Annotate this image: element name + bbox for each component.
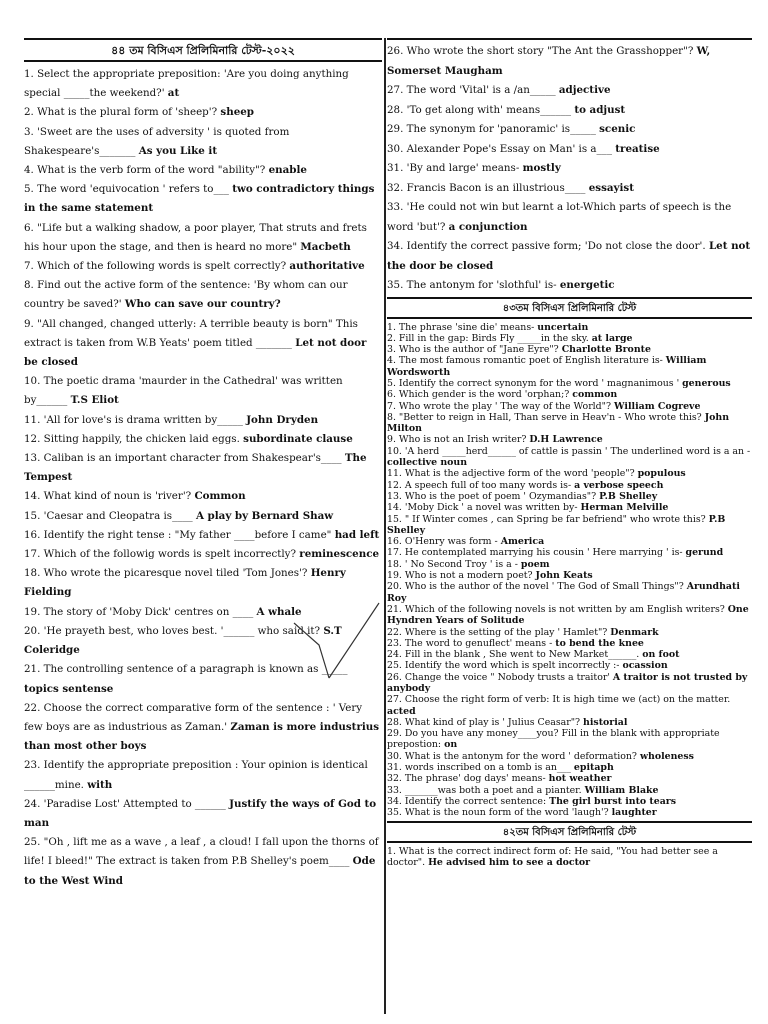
question-text: 10. 'A herd _____herd______ of cattle is passin ' The underlined word is a an -	[387, 445, 751, 457]
question-text: 28. 'To get along with' means______	[387, 103, 575, 116]
question-text: 14. 'Moby Dick ' a novel was written by-	[387, 502, 581, 514]
question-text: 17. He contemplated marrying his cousin ' Here marrying ' is-	[387, 547, 686, 559]
question-text: 23. The word to genuflect' means -	[387, 637, 556, 649]
answer-text: T.S Eliot	[70, 394, 119, 407]
question-item	[387, 42, 752, 81]
answer-text: to adjust	[574, 103, 626, 116]
answer-text: Common	[194, 490, 246, 503]
question-item	[387, 333, 752, 344]
question-item	[24, 65, 382, 103]
column-divider	[384, 38, 386, 1014]
question-item	[387, 378, 752, 389]
question-text: 5. The word 'equivocation ' refers to___	[24, 183, 233, 196]
section-title-43: ৪৩তম বিসিএস প্রিলিমিনারি টেস্ট	[387, 297, 752, 319]
question-text: 35. The antonym for 'slothful' is-	[387, 279, 560, 291]
question-item	[387, 604, 752, 627]
answer-text: The girl burst into tears	[549, 795, 677, 807]
answer-text: gerund	[685, 547, 724, 559]
question-item	[24, 180, 382, 218]
question-item	[387, 401, 752, 412]
question-item	[387, 581, 752, 604]
question-list-44b	[387, 38, 752, 296]
question-item	[387, 389, 752, 400]
question-text: 7. Which of the following words is spelt correctly?	[24, 260, 290, 273]
answer-text: One Hyndren Years of Solitude	[387, 603, 749, 627]
question-text: 1. The phrase 'sine die' means-	[387, 321, 538, 333]
question-item	[24, 161, 382, 180]
answer-text: John Keats	[535, 570, 593, 582]
question-item	[24, 315, 382, 373]
question-text: 22. Choose the correct comparative form of the sentence : ' Very few boys are as industrious as Zaman.'	[24, 701, 363, 733]
answer-text: on	[444, 739, 458, 751]
question-item	[387, 649, 752, 660]
question-text: 1. Select the appropriate preposition: 'Are you doing anything special _____the weekend?'	[24, 68, 349, 100]
question-text: 18. Who wrote the picaresque novel tiled 'Tom Jones'?	[24, 567, 311, 580]
question-item	[387, 322, 752, 333]
answer-text: John Dryden	[246, 413, 319, 426]
answer-text: William Cogreve	[614, 400, 701, 412]
question-item	[24, 545, 382, 564]
question-text: 17. Which of the followig words is spelt incorrectly?	[24, 548, 300, 561]
question-text: 27. The word 'Vital' is a /an_____	[387, 84, 559, 96]
answer-text: had left	[334, 528, 380, 541]
question-text: 34. Identify the correct passive form; 'Do not close the door'.	[387, 240, 709, 252]
question-text: 13. Who is the poet of poem ' Ozymandias"?	[387, 490, 600, 502]
question-text: 21. The controlling sentence of a paragraph is known as _____	[24, 663, 348, 676]
answer-text: Denmark	[610, 626, 659, 638]
question-text: 18. ' No Second Troy ' is a -	[387, 558, 521, 570]
answer-text: two contradictory things in the same statement	[24, 183, 375, 215]
answer-text: treatise	[615, 142, 660, 155]
question-text: 15. " If Winter comes , can Spring be far befriend" who wrote this?	[387, 513, 709, 525]
question-item	[387, 717, 752, 728]
question-text: 2. What is the plural form of 'sheep'?	[24, 106, 221, 119]
answer-text: Henry Fielding	[24, 567, 346, 599]
question-text: 2. Fill in the gap: Birds Fly _____in the sky.	[387, 332, 592, 344]
answer-text: at large	[591, 332, 633, 344]
question-text: 15. 'Caesar and Cleopatra is____	[24, 509, 196, 522]
question-item	[387, 179, 752, 199]
answer-text: William Blake	[584, 784, 659, 796]
question-text: 19. Who is not a modern poet?	[387, 570, 536, 582]
question-item	[24, 507, 382, 526]
pen-check-mark	[274, 583, 384, 703]
answer-text: A whale	[256, 605, 302, 618]
question-text: 7. Who wrote the play ' The way of the World"?	[387, 400, 615, 412]
answer-text: on foot	[642, 649, 680, 661]
question-text: 4. What is the verb form of the word "ability"?	[24, 164, 269, 177]
question-item	[387, 81, 752, 101]
question-item	[387, 559, 752, 570]
question-text: 25. Identify the word which is spelt incorrectly :-	[387, 660, 623, 672]
question-item	[387, 480, 752, 491]
answer-text: The Tempest	[24, 452, 367, 484]
question-text: 5. Identify the correct synonym for the word ' magnanimous '	[387, 377, 683, 389]
answer-text: historial	[583, 716, 628, 728]
question-item	[387, 773, 752, 784]
question-item	[387, 502, 752, 513]
question-text: 20. Who is the author of the novel ' The God of Small Things"?	[387, 581, 687, 593]
question-text: 21. Which of the following novels is not written by am English writers?	[387, 603, 728, 615]
question-item	[387, 762, 752, 773]
question-list-44a	[24, 65, 382, 891]
question-item	[387, 796, 752, 807]
answer-text: laughter	[611, 807, 657, 819]
question-text: 28. What kind of play is ' Julius Ceasar"?	[387, 716, 584, 728]
question-text: 16. Identify the right tense : "My father ____before I came"	[24, 528, 335, 541]
question-item	[387, 547, 752, 558]
question-text: 6. "Life but a walking shadow, a poor player, That struts and frets his hour upon the stage, and then is heard no more"	[24, 221, 367, 253]
answer-text: reminescence	[299, 548, 380, 561]
answer-text: essayist	[588, 181, 634, 194]
answer-text: William Wordsworth	[387, 355, 707, 378]
question-text: 3. 'Sweet are the uses of adversity ' is quoted from Shakespeare's_______	[24, 125, 290, 157]
question-item	[387, 120, 752, 140]
question-text: 26. Who wrote the short story "The Ant the Grasshopper"?	[387, 45, 697, 57]
question-item	[24, 219, 382, 257]
question-item	[387, 785, 752, 796]
question-item	[24, 833, 382, 891]
question-item	[24, 699, 382, 757]
question-text: 23. Identify the appropriate preposition : Your opinion is identical ______mine.	[24, 759, 368, 791]
question-list-42	[387, 843, 752, 869]
question-item	[387, 276, 752, 296]
question-item	[24, 257, 382, 276]
answer-text: Who can save our country?	[124, 298, 281, 311]
question-item	[387, 627, 752, 638]
question-text: 9. Who is not an Irish writer?	[387, 434, 530, 446]
answer-text: subordinate clause	[243, 432, 353, 445]
question-item	[24, 372, 382, 410]
answer-text: Let not door be closed	[24, 336, 367, 369]
question-list-43	[387, 319, 752, 819]
answer-text: D.H Lawrence	[529, 434, 603, 446]
answer-text: W, Somerset Maugham	[387, 45, 711, 77]
question-item	[387, 728, 752, 751]
question-text: 24. Fill in the blank , She went to New Market______.	[387, 649, 643, 661]
question-text: 12. A speech full of too many words is-	[387, 479, 575, 491]
question-item	[24, 526, 382, 545]
question-text: 33. _______was both a poet and a pianter.	[387, 784, 585, 796]
question-item	[387, 694, 752, 717]
answer-text: to bend the knee	[555, 637, 644, 649]
question-text: 13. Caliban is an important character from Shakespear's____	[24, 452, 345, 465]
document-page	[24, 38, 752, 1014]
question-text: 3. Who is the author of "Jane Eyre"?	[387, 344, 562, 356]
question-item	[387, 672, 752, 695]
answer-text: Ode to the West Wind	[24, 855, 376, 887]
answer-text: S.T Coleridge	[24, 624, 342, 657]
answer-text: As you Like it	[138, 144, 218, 157]
question-item	[387, 468, 752, 479]
question-item	[387, 446, 752, 469]
answer-text: A play by Bernard Shaw	[195, 509, 334, 522]
answer-text: sheep	[220, 106, 254, 119]
question-text: 32. Francis Bacon is an illustrious____	[387, 181, 589, 194]
answer-text: He advised him to see a doctor	[428, 856, 591, 868]
question-text: 1. What is the correct indirect form of: He said, "You had better see a doctor".	[387, 845, 718, 868]
right-column	[387, 38, 752, 868]
question-item	[24, 795, 382, 833]
answer-text: at	[167, 87, 180, 100]
answer-text: uncertain	[537, 321, 589, 333]
question-text: 29. Do you have any money____you? Fill in the blank with appropriate prepostion:	[387, 728, 720, 751]
question-text: 6. Which gender is the word 'orphan;?	[387, 389, 573, 401]
question-text: 12. Sitting happily, the chicken laid eggs.	[24, 432, 244, 445]
question-item	[387, 412, 752, 435]
question-item	[387, 807, 752, 818]
question-text: 26. Change the voice " Nobody trusts a traitor'	[387, 671, 613, 683]
answer-text: epitaph	[573, 762, 614, 774]
answer-text: collective noun	[387, 457, 468, 469]
answer-text: acted	[387, 705, 416, 717]
question-text: 35. What is the noun form of the word 'laugh'?	[387, 807, 612, 819]
question-text: 8. "Better to reign in Hall, Than serve in Heav'n - Who wrote this?	[387, 411, 705, 423]
question-text: 20. 'He prayeth best, who loves best. '______ who said it?	[24, 624, 324, 637]
answer-text: hot weather	[548, 773, 612, 785]
question-text: 27. Choose the right form of verb: It is high time we (act) on the matter.	[387, 694, 731, 706]
question-item	[24, 430, 382, 449]
answer-text: Zaman is more industrius than most other boys	[24, 720, 380, 753]
answer-text: America	[500, 536, 545, 548]
question-text: 11. 'All for love's is drama written by_____	[24, 413, 247, 426]
question-item	[387, 638, 752, 649]
question-text: 30. What is the antonym for the word ' deformation?	[387, 750, 640, 762]
answer-text: P.B Shelley	[387, 513, 726, 536]
question-item	[387, 237, 752, 276]
question-item	[387, 751, 752, 762]
answer-text: Charlotte Bronte	[561, 344, 651, 356]
answer-text: a verbose speech	[574, 479, 664, 491]
question-item	[387, 344, 752, 355]
answer-text: Let not the door be closed	[387, 240, 751, 272]
question-item	[387, 491, 752, 502]
answer-text: topics sentense	[24, 682, 114, 695]
question-item	[387, 355, 752, 378]
question-text: 8. Find out the active form of the sentence: 'By whom can our country be saved?'	[24, 279, 348, 311]
question-text: 29. The synonym for 'panoramic' is_____	[387, 123, 600, 135]
question-item	[387, 159, 752, 179]
left-column	[24, 38, 382, 891]
question-text: 11. What is the adjective form of the word 'people"?	[387, 468, 638, 480]
answer-text: Macbeth	[300, 240, 351, 253]
section-title-44: ৪৪ তম বিসিএস প্রিলিমিনারি টেস্ট-২০২২	[24, 38, 382, 62]
question-text: 32. The phrase' dog days' means-	[387, 773, 549, 785]
question-text: 25. "Oh , lift me as a wave , a leaf , a cloud! I fall upon the thorns of life! I bleed!" The extract is taken from P.B Shelley's poem____	[24, 836, 379, 868]
answer-text: wholeness	[639, 750, 694, 762]
answer-text: mostly	[522, 162, 561, 174]
question-item	[24, 123, 382, 161]
answer-text: A traitor is not trusted by anybody	[387, 671, 748, 694]
question-text: 16. O'Henry was form -	[387, 536, 501, 548]
answer-text: adjective	[558, 84, 611, 96]
question-text: 19. The story of 'Moby Dick' centres on ____	[24, 605, 257, 618]
answer-text: John Milton	[387, 411, 730, 435]
answer-text: enable	[268, 164, 307, 177]
question-text: 22. Where is the setting of the play ' Hamlet"?	[387, 626, 611, 638]
question-item	[387, 570, 752, 581]
answer-text: generous	[682, 377, 731, 389]
question-item	[387, 434, 752, 445]
question-item	[24, 276, 382, 314]
answer-text: ocassion	[622, 660, 668, 672]
question-text: 24. 'Paradise Lost' Attempted to ______	[24, 797, 230, 810]
question-item	[24, 756, 382, 794]
question-text: 9. "All changed, changed utterly: A terrible beauty is born" This extract is taken from W.B Yeats' poem titled _______	[24, 317, 358, 349]
answer-text: a conjunction	[448, 220, 528, 233]
answer-text: populous	[637, 468, 686, 480]
answer-text: Herman Melville	[580, 502, 669, 514]
answer-text: P.B Shelley	[599, 490, 658, 502]
question-item	[24, 103, 382, 122]
question-item	[24, 411, 382, 430]
answer-text: scenic	[599, 123, 636, 135]
answer-text: Arundhati Roy	[387, 581, 740, 604]
question-text: 14. What kind of noun is 'river'?	[24, 490, 195, 503]
question-item	[24, 487, 382, 506]
section-title-42: ৪২তম বিসিএস প্রিলিমিনারি টেস্ট	[387, 821, 752, 843]
question-item	[24, 449, 382, 487]
question-item	[387, 846, 752, 869]
question-text: 34. Identify the correct sentence:	[387, 795, 550, 807]
question-item	[387, 198, 752, 237]
answer-text: poem	[520, 558, 550, 570]
question-text: 30. Alexander Pope's Essay on Man' is a___	[387, 142, 616, 155]
question-item	[387, 536, 752, 547]
question-text: 31. 'By and large' means-	[387, 162, 523, 174]
question-text: 31. words inscribed on a tomb is an___	[387, 762, 574, 774]
answer-text: with	[87, 778, 113, 791]
answer-text: energetic	[559, 279, 615, 291]
question-item	[387, 140, 752, 160]
answer-text: authoritative	[289, 260, 365, 273]
question-item	[387, 514, 752, 537]
question-item	[387, 660, 752, 671]
question-item	[387, 101, 752, 121]
question-text: 33. 'He could not win but learnt a lot-Which parts of speech is the word 'but'?	[387, 201, 732, 233]
question-text: 4. The most famous romantic poet of English literature is-	[387, 355, 666, 367]
question-text: 10. The poetic drama 'maurder in the Cathedral' was written by______	[24, 375, 343, 407]
answer-text: Justify the ways of God to man	[24, 797, 377, 829]
answer-text: common	[572, 389, 618, 401]
